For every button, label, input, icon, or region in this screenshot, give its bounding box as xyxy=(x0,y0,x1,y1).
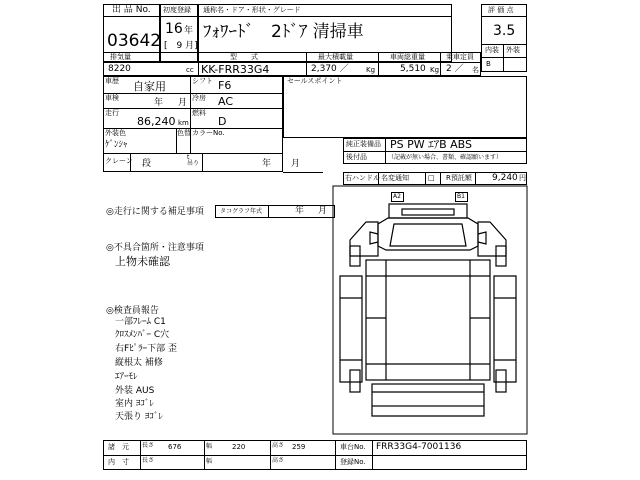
color-value: ｹﾞﾝｼｬ xyxy=(105,140,128,150)
inspection-year: 年 xyxy=(154,98,164,108)
year-unit: 年 xyxy=(184,26,194,36)
equipment-label: 純正装備品 xyxy=(346,140,381,148)
tachograph-month: 月 xyxy=(318,206,328,216)
length-label: 長さ xyxy=(142,442,155,449)
gross-weight-unit: Kg xyxy=(430,66,440,74)
tachograph-label: タコグラフ年式 xyxy=(220,208,263,215)
inspector-title: ◎検査員報告 xyxy=(106,306,159,316)
width-label: 幅 xyxy=(206,443,213,450)
exterior-score: B xyxy=(486,60,491,68)
mileage-supplement: ◎走行に関する補足事項 xyxy=(106,207,204,217)
capacity-label: 乗車定員 xyxy=(446,53,474,61)
height-value: 259 xyxy=(292,443,306,451)
displacement-label: 排気量 xyxy=(110,53,131,61)
length-value: 676 xyxy=(168,443,182,451)
r-tax-unit: 円 xyxy=(519,174,526,182)
inspector-line: 室内 ﾖｺﾞﾚ xyxy=(115,399,154,409)
mileage-value: 86,240 xyxy=(137,115,176,128)
crane-year: 年 xyxy=(262,159,272,169)
ac-label: 冷房 xyxy=(192,94,206,102)
crane-stage: 段 xyxy=(142,159,152,169)
diagram-mark-a2-label: A2 xyxy=(393,193,401,200)
capacity-unit: 名 xyxy=(472,66,479,74)
displacement-value: 8220 xyxy=(108,64,131,74)
name-change-value: □ xyxy=(428,174,435,182)
color-code-label: 色替 xyxy=(177,129,191,137)
color-no-label: カラーNo. xyxy=(192,129,225,137)
inspector-line: 右Fﾋﾟﾗｰ下部 歪 xyxy=(115,344,178,354)
crane-month: 月 xyxy=(291,159,301,169)
max-load-value: 2,370 ／ xyxy=(311,64,349,74)
sales-point-box xyxy=(283,76,527,138)
inspector-line: 一部ﾌﾚｰﾑ C1 xyxy=(115,317,166,327)
month-value: [ 9 月] xyxy=(164,41,198,51)
inspector-line: 縦根太 補修 xyxy=(115,358,163,368)
crane-label: クレーン xyxy=(105,157,133,165)
aftermarket-note: （記載が無い場合、書類、確認願います） xyxy=(388,154,503,161)
inspection-label: 車検 xyxy=(105,94,119,102)
first-reg-label: 初度登録 xyxy=(163,6,191,14)
equipment-value: PS PW ｴｱB ABS xyxy=(390,138,473,151)
fuel-value: D xyxy=(218,115,227,128)
interior-label: 内装 xyxy=(485,46,499,54)
r-tax-label: R預託額 xyxy=(446,174,472,182)
mileage-unit: km xyxy=(178,119,189,127)
width-value: 220 xyxy=(232,443,246,451)
capacity-value: 2 ／ xyxy=(446,64,464,74)
year-value: 16 xyxy=(165,21,183,37)
exterior-label: 外装 xyxy=(506,46,520,54)
score-label: 評 価 点 xyxy=(488,6,514,14)
reg-label: 登録No. xyxy=(340,458,366,466)
shift-value: F6 xyxy=(218,79,232,92)
inspector-line: ｸﾛｽﾒﾝﾊﾞｰ C穴 xyxy=(115,330,170,340)
gross-weight-label: 車両総重量 xyxy=(390,53,425,61)
defects-line: 上物未確認 xyxy=(115,255,170,268)
ac-value: AC xyxy=(218,95,234,108)
sales-point-label: セールスポイント xyxy=(287,77,343,85)
chassis-value: FRR33G4-7001136 xyxy=(376,442,462,452)
gross-weight-value: 5,510 xyxy=(400,64,426,74)
usage-value: 自家用 xyxy=(133,80,166,93)
interior-length-label: 長さ xyxy=(142,457,155,464)
height-label: 高さ xyxy=(272,442,285,449)
dims-label: 諸 元 xyxy=(108,443,129,451)
lot-label: 出 品 No. xyxy=(112,5,151,15)
interior-width-label: 幅 xyxy=(206,458,213,465)
displacement-unit: cc xyxy=(186,66,194,74)
max-load-unit: Kg xyxy=(366,66,376,74)
mileage-label: 走行 xyxy=(105,109,119,117)
inspector-line: 天張り ﾖｺﾞﾚ xyxy=(115,412,163,422)
score-value: 3.5 xyxy=(493,23,516,39)
max-load-label: 最大積載量 xyxy=(318,53,353,61)
handle-side: 右ハンドル xyxy=(345,174,380,182)
diagram-mark-b1-label: B1 xyxy=(457,193,465,200)
r-tax-value: 9,240 xyxy=(492,173,518,183)
interior-dims-label: 内 寸 xyxy=(108,458,129,466)
tachograph-year: 年 xyxy=(295,206,305,216)
interior-height-label: 高さ xyxy=(272,457,285,464)
defects-title: ◎不具合箇所・注意事項 xyxy=(106,243,204,253)
usage-label: 車歴 xyxy=(105,77,119,85)
lot-number: 03642 xyxy=(107,31,162,51)
inspector-line: 外装 AUS xyxy=(115,386,155,396)
inspection-month: 月 xyxy=(178,98,188,108)
inspector-line: ｴｱｰﾓﾚ xyxy=(115,372,138,382)
name-label: 通称名・ドア・形状・グレード xyxy=(203,6,301,14)
car-name: ﾌｫﾜｰﾄﾞ 2ﾄﾞｱ 清掃車 xyxy=(203,22,364,42)
chassis-label: 車台No. xyxy=(340,443,366,451)
crane-suspension: t 吊り xyxy=(187,154,200,167)
model-value: KK-FRR33G4 xyxy=(201,63,270,76)
fuel-label: 燃料 xyxy=(192,109,206,117)
aftermarket-label: 後付品 xyxy=(346,153,367,161)
model-label: 型 式 xyxy=(230,53,258,61)
shift-label: シフト xyxy=(192,77,213,85)
name-change-label: 名変通知 xyxy=(381,174,409,182)
color-label: 外装色 xyxy=(105,129,126,137)
